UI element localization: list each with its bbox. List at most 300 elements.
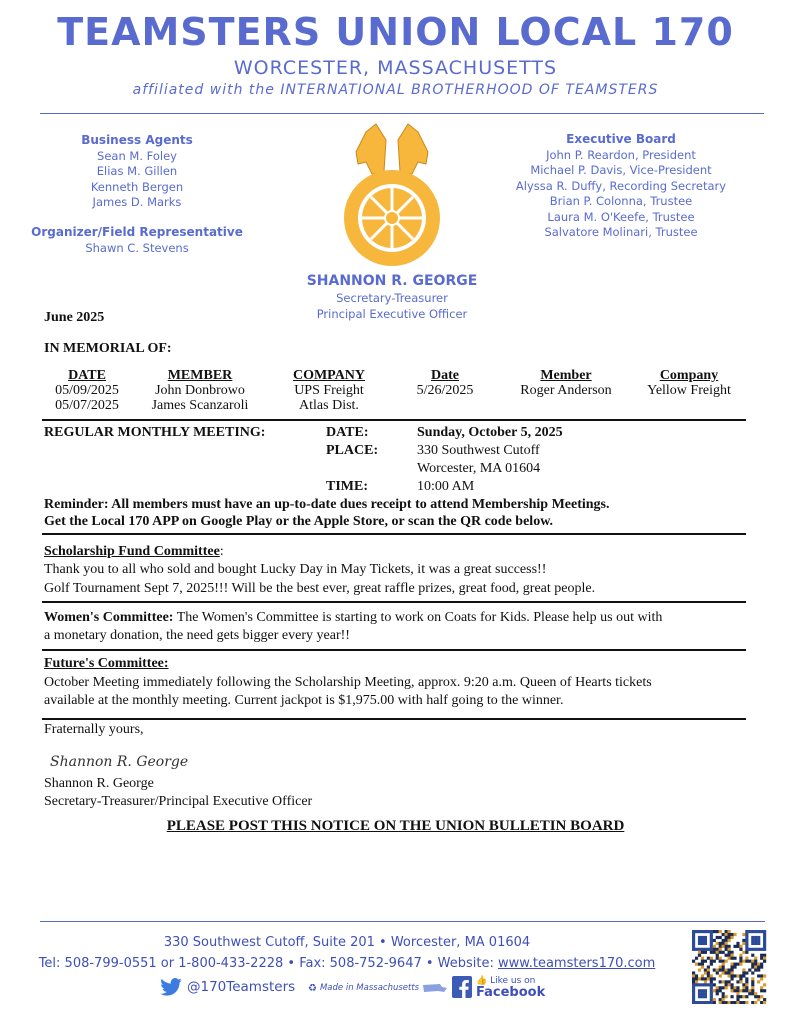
qr-module <box>736 998 739 1001</box>
qr-module <box>698 989 701 992</box>
qr-module <box>695 977 698 980</box>
qr-module <box>730 933 733 936</box>
qr-module <box>716 954 719 957</box>
memorial-cell: Yellow Freight <box>647 383 731 398</box>
qr-module <box>725 945 728 948</box>
qr-module <box>725 971 728 974</box>
qr-module <box>751 963 754 966</box>
qr-module <box>701 957 704 960</box>
qr-module <box>716 951 719 954</box>
divider <box>42 601 746 603</box>
qr-module <box>745 971 748 974</box>
qr-module <box>733 966 736 969</box>
qr-module <box>698 995 701 998</box>
qr-module <box>751 936 754 939</box>
qr-module <box>739 1001 742 1004</box>
qr-module <box>719 966 722 969</box>
qr-module <box>704 1001 707 1004</box>
board-member: Brian P. Colonna, Trustee <box>549 194 693 208</box>
qr-module <box>710 995 713 998</box>
qr-module <box>754 1001 757 1004</box>
qr-module <box>710 945 713 948</box>
qr-module <box>730 963 733 966</box>
qr-module <box>707 966 710 969</box>
qr-module <box>710 974 713 977</box>
qr-module <box>692 977 695 980</box>
qr-module <box>698 939 701 942</box>
qr-module <box>742 974 745 977</box>
qr-module <box>722 980 725 983</box>
qr-module <box>707 948 710 951</box>
memorial-cell <box>388 398 502 413</box>
closing-title: Secretary-Treasurer/Principal Executive Officer <box>44 794 313 809</box>
qr-module <box>710 992 713 995</box>
qr-module <box>739 957 742 960</box>
qr-module <box>757 963 760 966</box>
facebook-like-label: Like us on <box>490 976 536 986</box>
qr-module <box>695 974 698 977</box>
futures-heading: Future's Committee: <box>44 656 169 671</box>
qr-module <box>704 936 707 939</box>
qr-module <box>716 971 719 974</box>
qr-module <box>692 971 695 974</box>
officer-title: Principal Executive Officer <box>316 307 468 321</box>
qr-module <box>692 960 695 963</box>
qr-module <box>707 983 710 986</box>
qr-module <box>739 977 742 980</box>
qr-module <box>763 957 766 960</box>
thumbs-up-icon: 👍 <box>476 976 488 986</box>
qr-module <box>704 977 707 980</box>
qr-module <box>722 971 725 974</box>
qr-module <box>754 936 757 939</box>
qr-module <box>730 983 733 986</box>
qr-module <box>760 963 763 966</box>
qr-module <box>707 1001 710 1004</box>
recycle-icon: ♻ <box>308 982 317 994</box>
qr-module <box>701 974 704 977</box>
qr-module <box>710 930 713 933</box>
qr-module <box>728 1001 731 1004</box>
qr-module <box>722 1001 725 1004</box>
notice-date: June 2025 <box>44 310 105 325</box>
qr-module <box>710 983 713 986</box>
facebook-link[interactable] <box>452 975 545 999</box>
qr-module <box>736 974 739 977</box>
qr-module <box>751 989 754 992</box>
qr-module <box>692 980 695 983</box>
qr-module <box>704 980 707 983</box>
qr-module <box>751 986 754 989</box>
qr-module <box>722 992 725 995</box>
qr-module <box>736 989 739 992</box>
qr-module <box>733 945 736 948</box>
meeting-place-line: 330 Southwest Cutoff <box>417 443 540 458</box>
qr-module <box>730 936 733 939</box>
qr-module <box>713 948 716 951</box>
qr-module <box>733 986 736 989</box>
qr-module <box>701 960 704 963</box>
divider <box>42 533 746 535</box>
qr-module <box>719 942 722 945</box>
qr-module <box>751 1001 754 1004</box>
qr-module <box>751 930 754 933</box>
qr-module <box>745 942 748 945</box>
facebook-name: Facebook <box>476 985 546 1000</box>
qr-module <box>748 930 751 933</box>
divider <box>42 718 746 720</box>
footer-contact <box>0 956 694 971</box>
qr-module <box>692 995 695 998</box>
qr-module <box>742 951 745 954</box>
qr-module <box>748 992 751 995</box>
qr-module <box>745 936 748 939</box>
qr-module <box>701 936 704 939</box>
reminder-line: Reminder: All members must have an up-to-date dues receipt to attend Membership Meetings. <box>44 497 610 512</box>
qr-module <box>701 983 704 986</box>
qr-module <box>722 960 725 963</box>
qr-module <box>751 966 754 969</box>
qr-module <box>707 930 710 933</box>
qr-module <box>716 948 719 951</box>
qr-module <box>692 974 695 977</box>
qr-module <box>760 989 763 992</box>
qr-module <box>757 930 760 933</box>
table-row <box>44 383 748 398</box>
memorial-cell <box>630 398 748 413</box>
memorial-header: COMPANY <box>292 368 366 383</box>
qr-module <box>754 992 757 995</box>
executive-board-heading: Executive Board <box>566 132 676 146</box>
business-agents-heading: Business Agents <box>81 133 193 147</box>
qr-module <box>713 977 716 980</box>
qr-module <box>698 968 701 971</box>
qr-module <box>722 939 725 942</box>
qr-module <box>730 968 733 971</box>
qr-module <box>751 980 754 983</box>
twitter-link[interactable] <box>160 978 295 996</box>
qr-module <box>716 930 719 933</box>
qr-module <box>725 942 728 945</box>
qr-module <box>728 930 731 933</box>
scholarship-heading-line <box>44 543 224 561</box>
womens-line: a monetary donation, the need gets bigger every year!! <box>44 628 350 643</box>
qr-module <box>701 930 704 933</box>
meeting-place-line: Worcester, MA 01604 <box>417 461 541 476</box>
qr-module <box>710 1001 713 1004</box>
agent-name: Kenneth Bergen <box>90 179 184 194</box>
qr-module <box>719 936 722 939</box>
qr-module <box>716 992 719 995</box>
qr-module <box>742 983 745 986</box>
qr-module <box>698 936 701 939</box>
qr-module <box>751 948 754 951</box>
qr-module <box>722 963 725 966</box>
womens-text: The Women's Committee is starting to work on Coats for Kids. Please help us out with <box>173 610 663 625</box>
footer-contact-text: Tel: 508-799-0551 or 1-800-433-2228 • Fax: 508-752-9647 • Website: <box>38 956 499 971</box>
qr-module <box>745 930 748 933</box>
qr-module <box>725 986 728 989</box>
qr-module <box>733 957 736 960</box>
qr-module <box>719 974 722 977</box>
qr-module <box>692 939 695 942</box>
qr-module <box>730 1001 733 1004</box>
qr-module <box>736 986 739 989</box>
qr-module <box>698 977 701 980</box>
qr-module <box>751 960 754 963</box>
qr-module <box>751 954 754 957</box>
qr-module <box>745 939 748 942</box>
qr-module <box>760 930 763 933</box>
qr-module <box>757 995 760 998</box>
qr-module <box>751 983 754 986</box>
qr-module <box>710 989 713 992</box>
memorial-cell: John Donbrowo <box>155 383 245 398</box>
qr-module <box>748 989 751 992</box>
qr-module <box>751 971 754 974</box>
qr-module <box>713 930 716 933</box>
qr-module <box>695 948 698 951</box>
qr-module <box>701 992 704 995</box>
qr-module <box>742 968 745 971</box>
qr-module <box>754 963 757 966</box>
qr-module <box>719 1001 722 1004</box>
qr-module <box>728 948 731 951</box>
qr-module <box>725 995 728 998</box>
qr-module <box>763 983 766 986</box>
qr-module <box>742 939 745 942</box>
qr-module <box>704 968 707 971</box>
qr-module <box>713 989 716 992</box>
qr-module <box>736 963 739 966</box>
qr-module <box>757 998 760 1001</box>
qr-module <box>736 942 739 945</box>
qr-module <box>719 951 722 954</box>
qr-module <box>742 1001 745 1004</box>
qr-module <box>757 942 760 945</box>
qr-module <box>719 998 722 1001</box>
qr-module <box>728 971 731 974</box>
qr-module <box>692 948 695 951</box>
qr-module <box>698 942 701 945</box>
qr-module <box>707 974 710 977</box>
qr-module <box>736 995 739 998</box>
qr-module <box>713 960 716 963</box>
qr-module <box>725 1001 728 1004</box>
womens-heading: Women's Committee: <box>44 610 174 625</box>
qr-module <box>739 980 742 983</box>
scholarship-colon: : <box>219 544 224 559</box>
qr-module <box>739 960 742 963</box>
qr-module <box>725 933 728 936</box>
qr-module <box>707 957 710 960</box>
qr-module <box>739 945 742 948</box>
qr-module <box>692 983 695 986</box>
qr-module <box>760 986 763 989</box>
union-title: TEAMSTERS UNION LOCAL 170 <box>57 10 734 54</box>
qr-module <box>733 989 736 992</box>
qr-module <box>722 968 725 971</box>
qr-module <box>754 966 757 969</box>
board-member: John P. Reardon, President <box>546 147 696 162</box>
memorial-header: Company <box>659 368 719 383</box>
qr-module <box>701 939 704 942</box>
qr-module <box>710 951 713 954</box>
qr-module <box>704 983 707 986</box>
divider <box>42 649 746 651</box>
memorial-cell: 05/09/2025 <box>55 383 119 398</box>
qr-module <box>725 930 728 933</box>
qr-module <box>722 995 725 998</box>
qr-module <box>745 986 748 989</box>
qr-module <box>754 948 757 951</box>
table-row <box>44 398 748 413</box>
qr-module <box>757 966 760 969</box>
qr-module <box>698 951 701 954</box>
meeting-time-label: TIME: <box>326 479 368 494</box>
board-member: Laura M. O'Keefe, Trustee <box>547 209 695 224</box>
qr-module <box>736 980 739 983</box>
qr-module <box>728 954 731 957</box>
memorial-table <box>44 368 748 413</box>
qr-module <box>692 1001 695 1004</box>
website-link[interactable]: www.teamsters170.com <box>498 956 656 971</box>
qr-module <box>692 989 695 992</box>
teamsters-logo <box>336 122 448 272</box>
qr-module <box>725 983 728 986</box>
qr-module <box>745 951 748 954</box>
qr-module <box>710 986 713 989</box>
qr-module <box>739 974 742 977</box>
qr-module <box>725 948 728 951</box>
qr-module <box>728 980 731 983</box>
qr-module <box>760 974 763 977</box>
agent-name: Sean M. Foley <box>97 148 177 163</box>
qr-module <box>742 942 745 945</box>
qr-module <box>725 968 728 971</box>
qr-module <box>754 939 757 942</box>
qr-module <box>710 957 713 960</box>
qr-module <box>701 942 704 945</box>
qr-module <box>698 983 701 986</box>
qr-module <box>728 974 731 977</box>
qr-module <box>728 957 731 960</box>
meeting-label: REGULAR MONTHLY MEETING: <box>44 425 266 440</box>
qr-module <box>739 989 742 992</box>
qr-module <box>742 986 745 989</box>
qr-module <box>745 933 748 936</box>
facebook-icon <box>452 976 472 998</box>
qr-module <box>704 948 707 951</box>
qr-module <box>701 966 704 969</box>
officer-name: SHANNON R. GEORGE <box>306 273 478 289</box>
qr-module <box>704 971 707 974</box>
qr-module <box>701 989 704 992</box>
qr-module <box>725 954 728 957</box>
qr-module <box>716 957 719 960</box>
qr-module <box>760 954 763 957</box>
officer-block <box>270 273 514 322</box>
qr-module <box>692 945 695 948</box>
qr-module <box>722 986 725 989</box>
meeting-date-value: Sunday, October 5, 2025 <box>417 425 563 440</box>
board-member: Alyssa R. Duffy, Recording Secretary <box>515 178 727 193</box>
qr-module <box>725 980 728 983</box>
qr-module <box>695 963 698 966</box>
qr-module <box>730 986 733 989</box>
post-notice: PLEASE POST THIS NOTICE ON THE UNION BULLETIN BOARD <box>166 818 625 834</box>
qr-module <box>745 948 748 951</box>
qr-module <box>745 957 748 960</box>
qr-module <box>754 957 757 960</box>
qr-module <box>725 936 728 939</box>
qr-module <box>739 948 742 951</box>
qr-module <box>728 983 731 986</box>
qr-module <box>716 968 719 971</box>
qr-module <box>745 989 748 992</box>
qr-module <box>701 948 704 951</box>
memorial-header: Date <box>431 368 459 383</box>
qr-module <box>713 1001 716 1004</box>
qr-module <box>745 980 748 983</box>
qr-module <box>733 974 736 977</box>
qr-code[interactable] <box>690 930 768 1004</box>
qr-module <box>754 995 757 998</box>
qr-module <box>763 945 766 948</box>
qr-module <box>701 951 704 954</box>
scholarship-line: Golf Tournament Sept 7, 2025!!! Will be the best ever, great raffle prizes, great food, great people. <box>44 581 596 596</box>
qr-module <box>722 951 725 954</box>
organizer-block <box>22 225 252 256</box>
executive-board-block <box>505 132 737 241</box>
qr-module <box>748 968 751 971</box>
qr-module <box>710 980 713 983</box>
twitter-icon <box>160 978 182 996</box>
qr-module <box>704 951 707 954</box>
qr-module <box>719 980 722 983</box>
qr-module <box>760 995 763 998</box>
memorial-heading: IN MEMORIAL OF: <box>44 341 172 356</box>
qr-module <box>730 974 733 977</box>
qr-module <box>763 998 766 1001</box>
qr-module <box>730 989 733 992</box>
qr-module <box>707 968 710 971</box>
qr-module <box>701 977 704 980</box>
qr-module <box>710 998 713 1001</box>
qr-module <box>751 942 754 945</box>
qr-module <box>745 945 748 948</box>
qr-module <box>704 995 707 998</box>
qr-module <box>763 954 766 957</box>
qr-module <box>707 977 710 980</box>
qr-module <box>692 992 695 995</box>
qr-module <box>757 939 760 942</box>
qr-module <box>739 963 742 966</box>
qr-module <box>713 945 716 948</box>
qr-module <box>698 954 701 957</box>
qr-module <box>716 942 719 945</box>
memorial-cell: UPS Freight <box>294 383 364 398</box>
reminder-line: Get the Local 170 APP on Google Play or the Apple Store, or scan the QR code below. <box>44 514 554 529</box>
qr-module <box>695 957 698 960</box>
qr-module <box>763 936 766 939</box>
qr-module <box>710 942 713 945</box>
qr-module <box>760 1001 763 1004</box>
qr-module <box>695 983 698 986</box>
agent-name: James D. Marks <box>92 195 182 209</box>
qr-module <box>745 995 748 998</box>
qr-module <box>728 945 731 948</box>
